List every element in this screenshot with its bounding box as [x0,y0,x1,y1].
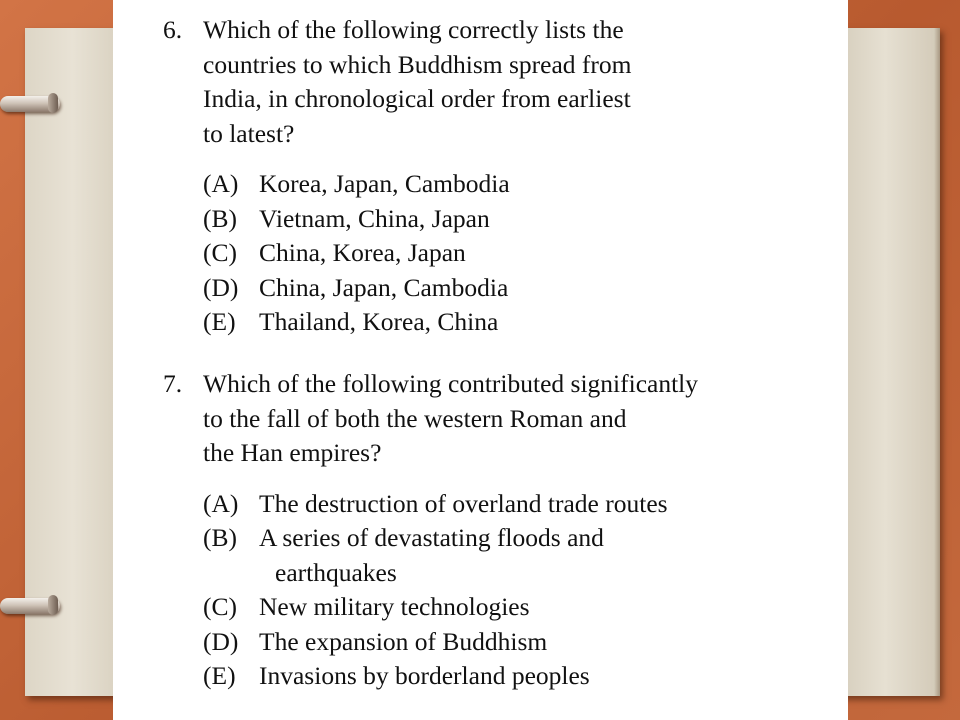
question-6 [163,13,631,340]
option-line: Invasions by borderland peoples [259,661,590,690]
option-e[interactable] [203,659,698,694]
option-text [259,521,698,590]
option-text [259,271,631,306]
question-header [163,13,631,151]
option-text [259,167,631,202]
stem-line: Which of the following correctly lists the [203,15,624,44]
option-line: New military technologies [259,592,530,621]
option-letter: (C) [203,238,237,267]
option-line: Thailand, Korea, China [259,307,499,336]
binder-ring-icon [0,96,60,112]
option-letter: (D) [203,272,239,302]
option-letter: (D) [203,626,239,656]
question-sheet [113,0,848,720]
option-b[interactable] [203,202,631,237]
option-c[interactable] [203,236,631,271]
stem-line: to the fall of both the western Roman and [203,403,627,433]
option-text [259,305,631,340]
option-line: Korea, Japan, Cambodia [259,169,510,198]
question-number: 6. [163,15,183,44]
option-a[interactable] [203,167,631,202]
right-paper-strip [840,28,940,696]
stem-line: countries to which Buddhism spread from [203,49,632,79]
option-letter: (E) [203,307,236,336]
option-text [259,236,631,271]
option-c[interactable] [203,590,698,625]
option-line: The expansion of Buddhism [259,626,548,656]
option-text [259,202,631,237]
option-line: China, Korea, Japan [259,238,466,267]
question-header [163,367,698,471]
option-letter: (C) [203,592,237,621]
answer-options [163,167,631,340]
question-stem [203,13,631,151]
option-a[interactable] [203,487,698,522]
option-letter: (E) [203,661,236,690]
stem-line: India, in chronological order from earliest [203,84,631,113]
option-text [259,625,698,660]
binder-ring-icon [0,598,60,614]
option-letter: (B) [203,203,237,233]
option-b[interactable] [203,521,698,590]
stem-line: Which of the following contributed significantly [203,369,699,398]
option-letter: (A) [203,169,239,198]
option-text [259,590,698,625]
option-line: China, Japan, Cambodia [259,272,509,302]
option-text [259,487,698,522]
question-7 [163,367,698,694]
answer-options [163,487,698,694]
question-stem [203,367,698,471]
stem-line: to latest? [203,118,295,148]
option-d[interactable] [203,271,631,306]
question-number: 7. [163,369,183,398]
option-e[interactable] [203,305,631,340]
option-letter: (B) [203,523,237,552]
option-letter: (A) [203,488,239,518]
option-d[interactable] [203,625,698,660]
option-line: earthquakes [275,557,397,587]
option-line: A series of devastating floods and [259,523,604,552]
option-text [259,659,698,694]
option-line: Vietnam, China, Japan [259,203,490,233]
stem-line: the Han empires? [203,438,382,467]
option-line: The destruction of overland trade routes [259,488,668,518]
left-paper-strip [25,28,120,696]
